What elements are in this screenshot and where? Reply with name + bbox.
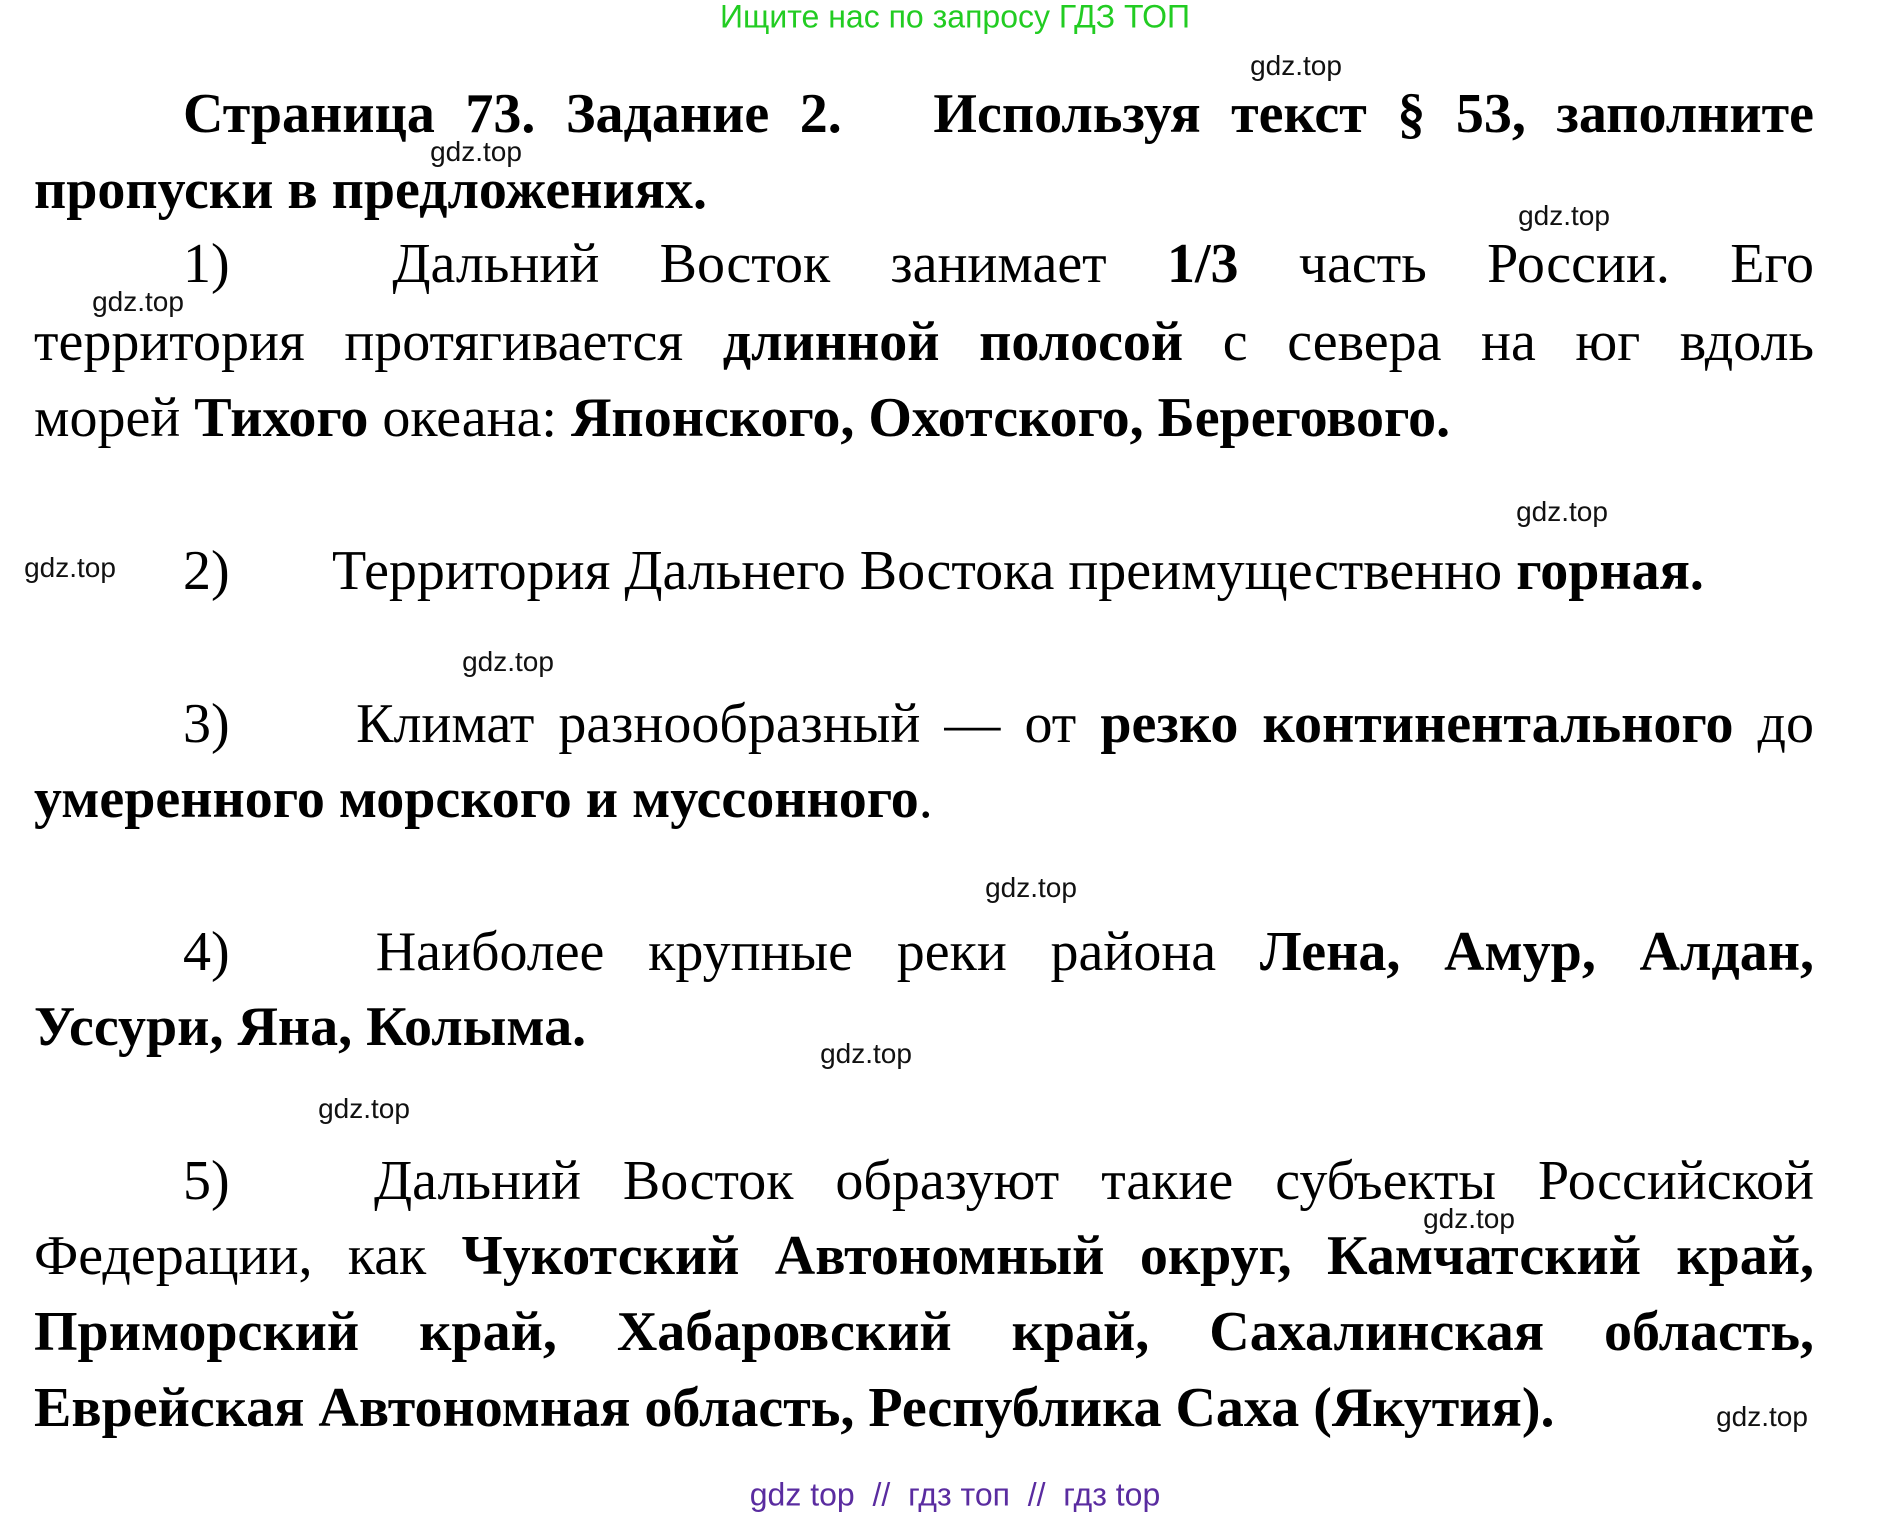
answer: Тихого <box>194 387 369 449</box>
text: до <box>1757 693 1814 755</box>
text: часть России. Его <box>1298 233 1814 295</box>
answer: Лена, Амур, Алдан, <box>1259 921 1814 983</box>
item-1-line-1 <box>34 226 1814 302</box>
watermark: gdz.top <box>1518 200 1610 231</box>
search-banner: Ищите нас по запросу ГДЗ ТОП <box>720 0 1190 35</box>
item-5-line-4 <box>34 1370 1814 1446</box>
answer: 1/3 <box>1167 233 1239 295</box>
item-2-line-1 <box>34 533 1814 609</box>
watermark: gdz.top <box>985 872 1077 903</box>
text: Дальний Восток образуют такие субъекты Российской <box>373 1150 1814 1212</box>
text: . <box>918 768 933 830</box>
answer: резко континентального <box>1100 693 1734 755</box>
text: Дальний Восток занимает <box>392 233 1107 295</box>
answer: Приморский край, Хабаровский край, Сахалинская область, <box>34 1301 1814 1363</box>
item-number: 3) <box>183 693 230 755</box>
watermark: gdz.top <box>1516 496 1608 527</box>
watermark: gdz.top <box>1716 1401 1808 1432</box>
text: территория протягивается <box>34 311 684 373</box>
answer: горная. <box>1516 540 1704 602</box>
watermark: gdz.top <box>92 286 184 317</box>
text: с севера на юг вдоль <box>1222 311 1814 373</box>
text: Федерации, как <box>34 1225 427 1287</box>
item-3-line-1 <box>34 686 1814 762</box>
text: Климат разнообразный — от <box>356 693 1077 755</box>
item-3-line-2 <box>34 761 1814 837</box>
item-number: 2) <box>183 540 230 602</box>
answer: Еврейская Автономная область, Республика Саха (Якутия). <box>34 1377 1555 1439</box>
footer-watermark: gdz top // гдз топ // гдз top <box>749 1476 1161 1513</box>
text: океана: <box>382 387 557 449</box>
text: морей <box>34 387 181 449</box>
item-number: 4) <box>183 921 230 983</box>
item-5-line-2 <box>34 1218 1814 1294</box>
answer: умеренного морского и муссонного <box>34 768 919 830</box>
watermark: gdz.top <box>24 552 116 583</box>
item-5-line-3 <box>34 1294 1814 1370</box>
answer: длинной полосой <box>722 311 1184 373</box>
task-heading-line-1 <box>34 76 1814 152</box>
watermark: gdz.top <box>430 136 522 167</box>
item-4-line-1 <box>34 914 1814 990</box>
task-instruction-cont: пропуски в предложениях. <box>34 159 708 221</box>
item-number: 5) <box>183 1150 230 1212</box>
task-title: Страница 73. Задание 2. <box>183 83 842 145</box>
watermark: gdz.top <box>318 1093 410 1124</box>
watermark: gdz.top <box>820 1038 912 1069</box>
watermark: gdz.top <box>462 646 554 677</box>
text: Наиболее крупные реки района <box>375 921 1217 983</box>
task-instruction: Используя текст § 53, заполните <box>933 83 1814 145</box>
item-1-line-2 <box>34 304 1814 380</box>
text: Территория Дальнего Востока преимущественно <box>332 540 1503 602</box>
answer: Уссури, Яна, Колыма. <box>34 996 587 1058</box>
item-1-line-3 <box>34 380 1814 456</box>
item-5-line-1 <box>34 1143 1814 1219</box>
answer: Чукотский Автономный округ, Камчатский край, <box>461 1225 1814 1287</box>
answer: Японского, Охотского, Берегового. <box>570 387 1451 449</box>
watermark: gdz.top <box>1250 50 1342 81</box>
item-4-line-2 <box>34 989 1814 1065</box>
item-number: 1) <box>183 233 230 295</box>
watermark: gdz.top <box>1423 1203 1515 1234</box>
